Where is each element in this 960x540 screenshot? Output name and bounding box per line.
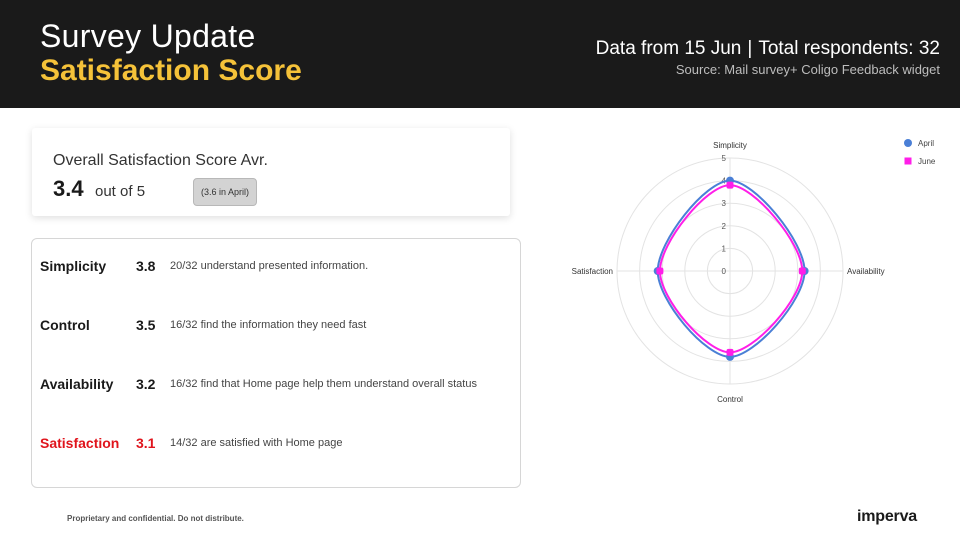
metric-name: Control [40, 317, 90, 333]
radar-series-line-june [660, 185, 802, 352]
radar-tick-label: 3 [721, 199, 726, 209]
confidential-note: Proprietary and confidential. Do not distribute. [67, 514, 244, 523]
metrics-card [31, 238, 521, 488]
radar-tick-label: 4 [721, 176, 726, 186]
april-comparison-badge: (3.6 in April) [193, 178, 257, 206]
survey-meta [596, 38, 940, 60]
page-subtitle: Satisfaction Score [40, 54, 302, 87]
header-bar [0, 0, 960, 108]
metric-description: 14/32 are satisfied with Home page [170, 437, 343, 449]
radar-tick-label: 5 [721, 154, 726, 163]
legend-label-june: June [918, 157, 936, 166]
metric-name: Availability [40, 376, 114, 392]
metric-row-simplicity [32, 251, 520, 281]
legend-marker-april [904, 139, 912, 147]
imperva-logo: imperva [857, 508, 917, 525]
radar-axis-label: Simplicity [713, 141, 747, 150]
metric-value: 3.8 [136, 258, 156, 274]
legend-marker-june [905, 158, 912, 165]
metric-value: 3.1 [136, 435, 156, 451]
radar-axis-label: Availability [847, 267, 885, 276]
radar-point-june [727, 349, 734, 356]
metric-description: 20/32 understand presented information. [170, 260, 369, 272]
radar-tick-label: 1 [721, 244, 726, 254]
radar-point-june [799, 268, 806, 275]
respondents-text: Total respondents: 32 [758, 38, 940, 59]
metric-description: 16/32 find that Home page help them understand overall status [170, 378, 477, 390]
metric-value: 3.2 [136, 376, 156, 392]
metric-description: 16/32 find the information they need fast [170, 319, 367, 331]
overall-score-outof: out of 5 [95, 183, 146, 200]
overall-score-value: 3.4 [53, 176, 84, 201]
meta-separator: | [747, 38, 753, 59]
source-text: Source: Mail survey+ Coligo Feedback widget [675, 62, 940, 77]
page-title: Survey Update [40, 18, 256, 54]
overall-score-card [32, 128, 510, 216]
data-from-text: Data from 15 Jun [595, 38, 742, 59]
radar-tick-label: 0 [721, 267, 726, 276]
radar-axis-label: Satisfaction [571, 267, 613, 276]
metric-row-availability [32, 369, 520, 399]
radar-axis-label: Control [717, 395, 743, 404]
radar-chart [560, 120, 960, 440]
radar-point-june [727, 182, 734, 189]
radar-tick-label: 2 [721, 221, 726, 231]
metric-name: Simplicity [40, 258, 107, 274]
metric-row-control [32, 310, 520, 340]
radar-series-line-april [658, 181, 805, 357]
metric-name: Satisfaction [40, 435, 120, 451]
metric-row-satisfaction [32, 428, 520, 458]
overall-score-label: Overall Satisfaction Score Avr. [53, 152, 268, 169]
legend-label-april: April [918, 139, 935, 148]
radar-point-june [656, 268, 663, 275]
metric-value: 3.5 [136, 317, 156, 333]
